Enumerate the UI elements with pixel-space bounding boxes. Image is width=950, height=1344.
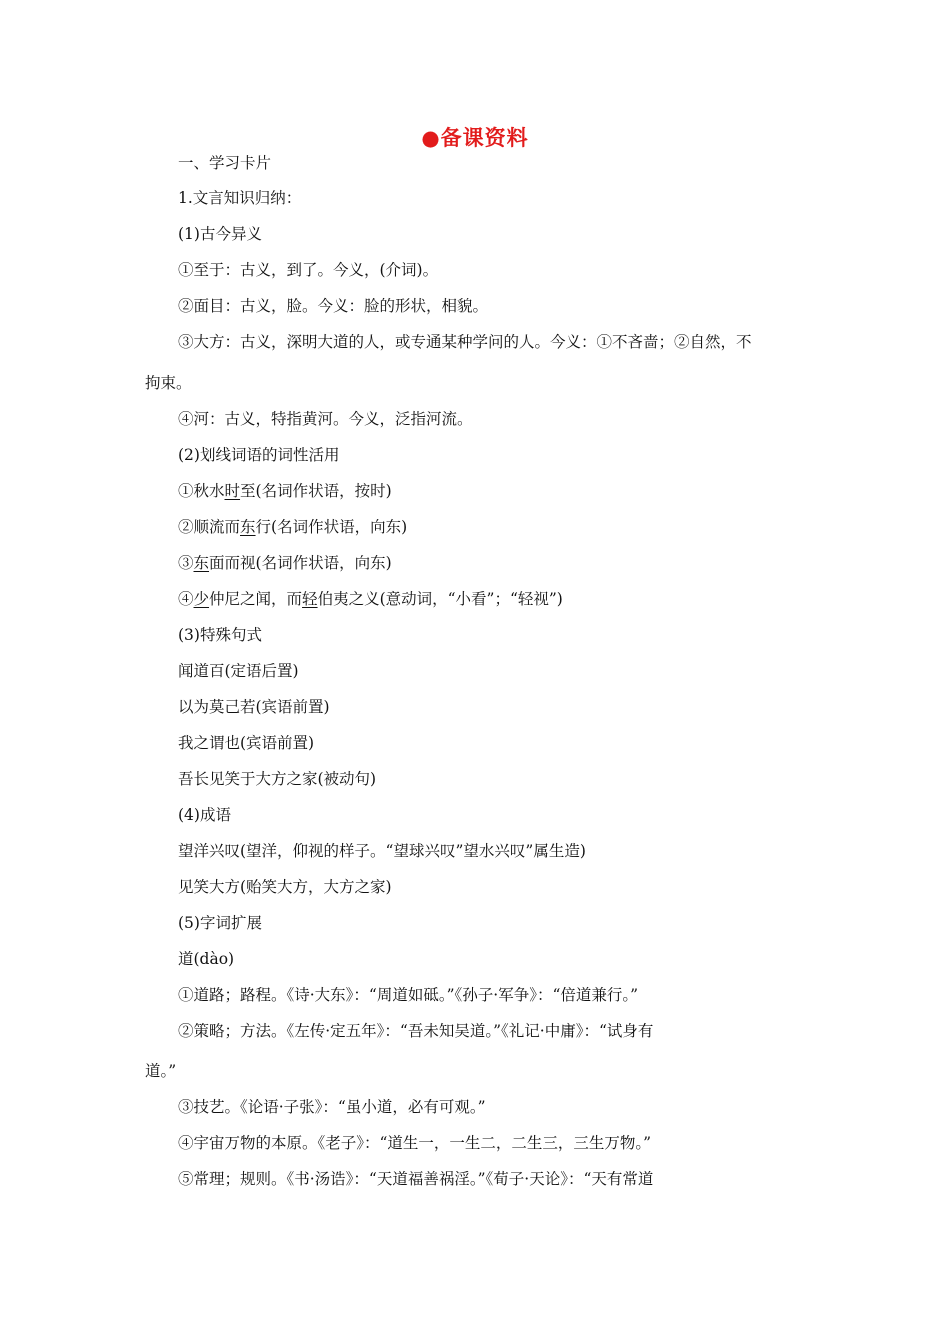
subheading-ancient-modern: (1)古今异义 [178, 225, 262, 243]
text-segment: 仲尼之闻，而 [209, 590, 303, 608]
text-line [178, 516, 407, 538]
underlined-word: 东 [193, 554, 210, 572]
text-line: ⑤常理；规则。《书·汤诰》：“天道福善祸淫。”《荀子·天论》：“天有常道 [178, 1170, 654, 1188]
subheading-special-sentences: (3)特殊句式 [178, 626, 262, 644]
text-line: ②策略；方法。《左传·定五年》：“吾未知吴道。”《礼记·中庸》：“试身有 [178, 1022, 654, 1040]
section-title: ●备课资料 [421, 126, 529, 150]
underlined-word: 轻 [302, 590, 318, 608]
subheading-idioms: (4)成语 [178, 806, 231, 824]
subheading-word-class: (2)划线词语的词性活用 [178, 446, 340, 464]
text-line: ④河：古义，特指黄河。今义，泛指河流。 [178, 410, 473, 428]
text-segment: 面而视(名词作状语，向东) [209, 554, 392, 572]
text-line: 吾长见笑于大方之家(被动句) [178, 770, 377, 788]
text-segment: ④ [178, 590, 194, 608]
text-line: ③技艺。《论语·子张》：“虽小道，必有可观。” [178, 1098, 486, 1116]
text-segment: ①秋水 [178, 482, 225, 500]
text-line: 望洋兴叹(望洋，仰视的样子。“望球兴叹”望水兴叹”属生造) [178, 842, 586, 860]
text-line [178, 552, 392, 574]
subheading-word-extension: (5)字词扩展 [178, 914, 262, 932]
text-line [178, 480, 392, 502]
subheading-knowledge: 1.文言知识归纳： [178, 189, 302, 207]
text-line: 以为莫己若(宾语前置) [178, 698, 330, 716]
text-line: 见笑大方(贻笑大方，大方之家) [178, 878, 392, 896]
text-line: ①至于：古义，到了。今义，(介词)。 [178, 261, 439, 279]
text-line: 闻道百(定语后置) [178, 662, 299, 680]
heading-study-card: 一、学习卡片 [178, 154, 272, 172]
text-line: 我之谓也(宾语前置) [178, 734, 315, 752]
text-line: 拘束。 [145, 374, 192, 392]
text-line [178, 588, 563, 610]
text-line: ③大方：古义，深明大道的人，或专通某种学问的人。今义：①不吝啬；②自然，不 [178, 333, 752, 351]
text-line: 道。” [145, 1062, 177, 1080]
text-line: ②面目：古义，脸。今义：脸的形状，相貌。 [178, 297, 489, 315]
text-segment: 行(名词作状语，向东) [255, 518, 408, 536]
underlined-word: 时 [224, 482, 241, 500]
underlined-word: 少 [193, 590, 210, 608]
text-segment: ②顺流而 [178, 518, 241, 536]
text-segment: ③ [178, 554, 194, 572]
text-line: 道(dào) [178, 950, 235, 968]
text-line: ①道路；路程。《诗·大东》：“周道如砥。”《孙子·军争》：“倍道兼行。” [178, 986, 639, 1004]
text-segment: 至(名词作状语，按时) [240, 482, 392, 500]
underlined-word: 东 [240, 518, 256, 536]
text-line: ④宇宙万物的本原。《老子》：“道生一，一生二，二生三，三生万物。” [178, 1134, 652, 1152]
text-segment: 伯夷之义(意动词，“小看”；“轻视”) [317, 590, 563, 608]
